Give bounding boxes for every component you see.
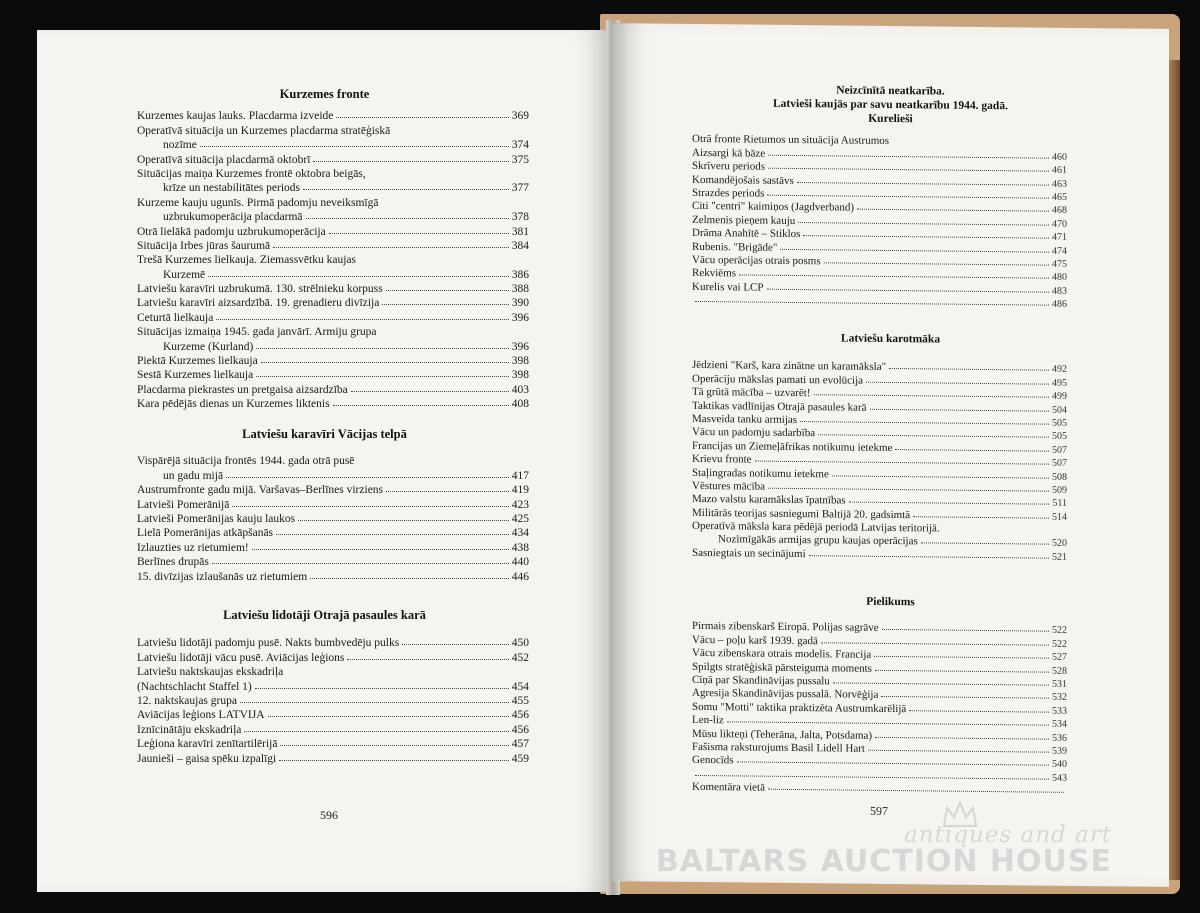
toc-entry [137, 664, 529, 678]
toc-leader-dots [306, 215, 509, 219]
toc-entry [137, 137, 529, 151]
toc-leader-dots [393, 130, 526, 133]
toc-entry [137, 209, 529, 223]
toc-entry-page: 509 [1052, 484, 1067, 496]
toc-leader-dots [351, 388, 509, 392]
toc-entry-title: Situācijas maiņa Kurzemes frontē oktobra beigās, [137, 167, 366, 180]
toc-leader-dots [833, 679, 1049, 685]
toc-entry [137, 108, 529, 122]
toc-entry [137, 194, 529, 208]
toc-entry-title: Cīņā par Skandināvijas pussalu [692, 673, 830, 688]
toc-entry-title: Latviešu karavīri aizsardzībā. 19. grenadieru divīzija [137, 297, 380, 310]
toc-leader-dots [369, 173, 526, 176]
toc-entry-page: 508 [1052, 471, 1067, 483]
toc-entry-title: Tā grūtā mācība – uzvarēt! [692, 386, 811, 400]
toc-leader-dots [232, 503, 508, 507]
toc-leader-dots [809, 552, 1049, 559]
toc-entry-page: 446 [511, 570, 529, 583]
toc-leader-dots [333, 402, 509, 406]
toc-entry-page: 505 [1052, 417, 1067, 429]
toc-entry-title: Kurzemē [163, 268, 206, 281]
toc-entry-page: 398 [511, 369, 529, 382]
toc-entry [137, 295, 529, 309]
toc-leader-dots [359, 259, 526, 262]
toc-entry-title: Operatīvā situācija un Kurzemes placdarma stratēģiskā [137, 124, 391, 137]
toc-entry [137, 721, 529, 735]
toc-entry-page: 396 [511, 340, 529, 353]
toc-leader-dots [695, 772, 1049, 780]
toc-entry-page: 539 [1052, 745, 1067, 757]
toc-entry [692, 780, 1067, 797]
toc-leader-dots [913, 513, 1049, 518]
toc-entry-title: Zelmenis pieņem kauju [692, 213, 796, 227]
page-number: 596 [320, 808, 338, 822]
toc-entry-title: Francijas un Ziemeļāfrikas notikumu ietekme [692, 439, 893, 454]
toc-entry-page: 456 [511, 709, 529, 722]
toc-entry-page: 480 [1052, 271, 1067, 284]
toc-leader-dots [386, 287, 509, 291]
toc-entry-page: 483 [1052, 285, 1067, 297]
toc-entry-title: Latviešu karavīri uzbrukumā. 130. strēlnieku korpuss [137, 283, 383, 296]
toc-entry [137, 223, 529, 237]
toc-entry [137, 482, 529, 496]
toc-entry-title: Citi "centri" kaimiņos (Jagdverband) [692, 200, 855, 214]
toc-leader-dots [273, 244, 509, 248]
toc-entry [137, 122, 529, 136]
crown-icon [942, 800, 978, 830]
toc-leader-dots [216, 316, 508, 320]
toc-entry-page: 468 [1052, 205, 1067, 217]
toc-entry-page: 454 [511, 680, 529, 693]
toc-leader-dots [866, 379, 1049, 385]
toc-leader-dots [739, 272, 1049, 279]
toc-entry-title: Trešā Kurzemes lielkauja. Ziemassvētku kaujas [137, 254, 356, 267]
toc-entry [137, 554, 529, 568]
toc-leader-dots [280, 742, 508, 746]
toc-entry [137, 151, 529, 165]
toc-leader-dots [881, 693, 1049, 699]
toc-entry-title: Latviešu lidotāji vācu pusē. Aviācijas leģions [137, 651, 345, 664]
toc-entry-title: Operatīvā situācija placdarmā oktobrī [137, 153, 311, 166]
toc-leader-dots [208, 273, 509, 277]
section-title [612, 330, 1169, 348]
toc-entry-title: Skrīveru periods [692, 160, 766, 173]
toc-entry-page: 465 [1052, 191, 1067, 203]
toc-entry-page: 456 [511, 723, 529, 736]
toc-leader-dots [909, 707, 1049, 712]
toc-leader-dots [892, 140, 1064, 145]
toc-leader-dots [943, 528, 1064, 532]
toc-leader-dots [737, 759, 1049, 766]
toc-entry-page: 474 [1052, 245, 1067, 257]
toc-leader-dots [244, 728, 508, 732]
right-page [612, 23, 1169, 887]
toc-entry-title: Operatīvā māksla kara pēdējā periodā Latvijas teritorijā. [692, 519, 940, 535]
toc-leader-dots [814, 391, 1050, 397]
toc-entry-title: Kurzeme (Kurland) [163, 340, 254, 353]
toc-entry-page: 381 [511, 225, 529, 238]
toc-entry-page: 520 [1052, 538, 1067, 550]
toc-leader-dots [767, 192, 1049, 199]
toc-entry [137, 467, 529, 481]
toc-entry-page: 408 [511, 398, 529, 411]
toc-entry [137, 309, 529, 323]
toc-leader-dots [768, 165, 1049, 172]
toc-entry [137, 635, 529, 649]
toc-entry-page: 434 [511, 527, 529, 540]
toc-entry [137, 324, 529, 338]
toc-leader-dots [875, 666, 1049, 672]
toc-block [692, 358, 1067, 563]
toc-entry-title: Drāma Anahītē – Stiklos [692, 227, 801, 241]
toc-entry-title: Kara pēdējās dienas un Kurzemes liktenis [137, 398, 330, 411]
toc-leader-dots [329, 230, 509, 234]
toc-leader-dots [797, 179, 1049, 186]
toc-entry [137, 678, 529, 692]
toc-leader-dots [857, 206, 1049, 212]
toc-leader-dots [921, 540, 1049, 545]
toc-leader-dots [226, 474, 509, 478]
toc-entry-title: Latvieši Pomerānijā [137, 498, 230, 511]
toc-entry-page: 499 [1052, 390, 1067, 403]
toc-entry [137, 539, 529, 553]
toc-leader-dots [821, 639, 1049, 645]
toc-leader-dots [255, 685, 509, 689]
toc-entry-page: 450 [511, 637, 529, 650]
section-title [612, 81, 1169, 129]
toc-leader-dots [212, 560, 509, 564]
toc-entry-page: 438 [511, 541, 529, 554]
toc-entry-page: 470 [1052, 218, 1067, 230]
toc-entry [137, 649, 529, 663]
toc-leader-dots [803, 232, 1049, 239]
toc-entry-title: Vispārējā situācija frontēs 1944. gada otrā pusē [137, 455, 355, 468]
toc-leader-dots [768, 485, 1049, 492]
toc-entry-page: 527 [1052, 651, 1067, 664]
toc-entry-page: 507 [1052, 457, 1067, 469]
section-title-line: Pielikums [866, 595, 915, 609]
toc-entry-page: 486 [1052, 298, 1067, 310]
toc-entry-page: 492 [1052, 364, 1067, 376]
section-title: Kurzemes fronte [279, 87, 370, 101]
toc-entry [137, 338, 529, 352]
toc-entry-title: krīze un nestabilitātes periods [163, 182, 301, 195]
toc-entry-title: Kurzeme kauju ugunīs. Pirmā padomju neveiksmīgā [137, 196, 379, 209]
toc-entry-title: Situācijas izmaiņa 1945. gada janvārī. Armiju grupa [137, 326, 377, 339]
toc-entry [137, 750, 529, 764]
toc-entry-page: 384 [511, 239, 529, 252]
toc-entry-page: 534 [1052, 718, 1067, 730]
toc-entry-page: 511 [1052, 497, 1067, 510]
toc-entry-page: 386 [511, 268, 529, 281]
toc-entry-title: Krievu fronte [692, 453, 752, 466]
toc-entry-page: 505 [1052, 431, 1067, 443]
toc-entry-page: 390 [511, 297, 529, 310]
toc-entry-title: Latviešu naktskaujas ekskadriļa [137, 666, 284, 679]
toc-entry-page: 396 [511, 311, 529, 324]
toc-entry-title: Komandējošais sastāvs [692, 173, 794, 187]
toc-entry-title: Aviācijas leģions LATVIJA [137, 709, 265, 722]
toc-entry-title: Mūsu likteņi (Teherāna, Jalta, Potsdama) [692, 727, 873, 742]
toc-entry-title: Berlīnes drupās [137, 556, 209, 569]
toc-entry-title: 12. naktskaujas grupa [137, 694, 237, 707]
toc-entry [137, 252, 529, 266]
toc-entry [137, 166, 529, 180]
toc-entry-page: 425 [511, 512, 529, 525]
section-title-line: Latviešu karotmāka [840, 332, 941, 346]
watermark-tagline: antiques and art [904, 822, 1112, 848]
toc-entry-title: un gadu mijā [163, 469, 224, 482]
toc-entry-title: Rekviēms [692, 267, 736, 280]
toc-entry-page: 417 [511, 469, 529, 482]
toc-entry-page: 507 [1052, 444, 1067, 456]
toc-entry [137, 693, 529, 707]
toc-leader-dots [889, 365, 1049, 371]
toc-leader-dots [895, 446, 1049, 452]
toc-entry-title: Somu "Motti" taktika praktizēta Austrumkarēlijā [692, 700, 907, 715]
left-page [37, 30, 612, 892]
toc-entry-title: (Nachtschlacht Staffel 1) [137, 680, 252, 693]
toc-entry-title: Vācu zibenskara otrais modelis. Francija [692, 647, 872, 661]
toc-leader-dots [279, 757, 509, 761]
toc-entry-title: Mazo valstu karamākslas īpatnības [692, 493, 846, 507]
toc-leader-dots [298, 517, 509, 521]
toc-entry-title: 15. divīzijas izlaušanās uz rietumiem [137, 570, 308, 583]
toc-entry [137, 525, 529, 539]
toc-leader-dots [303, 186, 509, 190]
toc-leader-dots [313, 158, 508, 162]
toc-entry-page: 452 [511, 651, 529, 664]
toc-entry-title: uzbrukumoperācija placdarmā [163, 211, 303, 224]
toc-entry-title: Vācu operācijas otrais posms [692, 253, 821, 268]
toc-leader-dots [824, 259, 1049, 265]
toc-entry-title: Len-liz [692, 714, 724, 727]
toc-entry-page: 457 [511, 738, 529, 751]
toc-entry-title: Jaunieši – gaisa spēku izpalīgi [137, 752, 277, 765]
toc-leader-dots [874, 653, 1049, 659]
toc-leader-dots [800, 418, 1049, 425]
toc-entry-title: Rubenis. "Brigāde" [692, 240, 778, 254]
toc-entry [137, 281, 529, 295]
section-title [612, 593, 1169, 611]
toc-leader-dots [767, 285, 1050, 292]
toc-entry-title: Masveida tanku armijas [692, 412, 798, 426]
toc-entry-title: Vācu – poļu karš 1939. gadā [692, 633, 818, 648]
toc-leader-dots [780, 245, 1049, 252]
toc-leader-dots [768, 151, 1049, 158]
toc-entry-title: Staļingradas notikumu ietekme [692, 466, 829, 480]
toc-entry-page: 543 [1052, 772, 1067, 784]
toc-entry [137, 381, 529, 395]
toc-entry-title: Vācu un padomju sadarbība [692, 426, 816, 440]
toc-entry-page: 388 [511, 283, 529, 296]
toc-entry-title: Sasniegtais un secinājumi [692, 546, 806, 560]
toc-entry-page: 378 [511, 211, 529, 224]
toc-entry-page: 377 [511, 182, 529, 195]
toc-entry [137, 496, 529, 510]
toc-entry-page: 514 [1052, 511, 1067, 523]
toc-entry-title: Austrumfronte gadu mijā. Varšavas–Berlīnes virziens [137, 484, 384, 497]
section-title-line: Latvieši kaujās par savu neatkarību 1944. gadā. [773, 97, 1008, 113]
section-title-line: Neizcīnītā neatkarība. [836, 84, 945, 98]
toc-entry [692, 293, 1067, 310]
toc-entry-page: 533 [1052, 705, 1067, 717]
toc-entry-title: Aizsargi kā bāze [692, 146, 766, 160]
toc-leader-dots [832, 472, 1049, 478]
toc-entry-page: 459 [511, 752, 529, 765]
toc-entry-page: 398 [511, 355, 529, 368]
toc-entry-title: Sestā Kurzemes lielkauja [137, 369, 254, 382]
toc-leader-dots [276, 531, 509, 535]
toc-entry-page: 528 [1052, 665, 1067, 677]
toc-entry-page: 475 [1052, 258, 1067, 270]
toc-entry [137, 453, 529, 467]
toc-entry-page: 522 [1052, 625, 1067, 637]
toc-entry [137, 511, 529, 525]
toc-leader-dots [818, 432, 1049, 438]
toc-leader-dots [200, 143, 509, 147]
toc-entry-page: 403 [511, 383, 529, 396]
toc-entry-page: 460 [1052, 151, 1067, 163]
toc-block [137, 108, 529, 410]
toc-entry-title: Iznīcinātāju ekskadriļa [137, 723, 242, 736]
toc-entry-title: Otrā fronte Rietumos un situācija Austrumos [692, 133, 890, 148]
toc-entry-title: Agresija Skandināvijas pussalā. Norvēģija [692, 687, 879, 702]
toc-leader-dots [849, 499, 1050, 505]
toc-entry-page: 471 [1052, 231, 1067, 243]
toc-leader-dots [268, 713, 509, 717]
toc-leader-dots [261, 359, 509, 363]
toc-entry-title: Situācija Irbes jūras šaurumā [137, 239, 271, 252]
toc-entry-page: 374 [511, 139, 529, 152]
toc-entry-title: Spilgts stratēģiskā pārsteiguma moments [692, 660, 872, 675]
toc-leader-dots [286, 671, 526, 674]
toc-entry [137, 180, 529, 194]
toc-leader-dots [336, 114, 508, 118]
toc-leader-dots [727, 718, 1049, 725]
toc-leader-dots [380, 331, 526, 334]
toc-entry-title: Vēstures mācība [692, 479, 765, 493]
toc-entry-title: Leģiona karavīri zenītartilērijā [137, 738, 278, 751]
toc-entry [137, 238, 529, 252]
toc-entry-title: Latvieši Pomerānijas kauju laukos [137, 512, 296, 525]
toc-entry-title: Ceturtā lielkauja [137, 311, 214, 324]
toc-entry-page: 461 [1052, 164, 1067, 177]
toc-entry [137, 353, 529, 367]
toc-entry-title: Placdarma piekrastes un pretgaisa aizsardzība [137, 383, 348, 396]
toc-entry [137, 367, 529, 381]
toc-leader-dots [868, 747, 1049, 753]
toc-entry-page: 522 [1052, 638, 1067, 650]
toc-entry [137, 736, 529, 750]
toc-entry-title: Piektā Kurzemes lielkauja [137, 355, 258, 368]
toc-entry-title: Operāciju mākslas pamati un evolūcija [692, 372, 864, 387]
toc-entry-page: 531 [1052, 678, 1067, 690]
toc-leader-dots [347, 656, 508, 660]
toc-entry-title: Fašisma raksturojums Basil Lidell Hart [692, 740, 865, 755]
toc-entry [137, 266, 529, 280]
toc-block [692, 132, 1067, 310]
toc-block [137, 453, 529, 583]
toc-entry-title: Nozīmīgākās armijas grupu kaujas operācijas [718, 533, 918, 548]
toc-entry-title: Jēdzieni "Karš, kara zinātne un karamāksla" [692, 359, 887, 374]
toc-leader-dots [755, 458, 1049, 465]
toc-entry-page: 532 [1052, 692, 1067, 704]
toc-entry [137, 707, 529, 721]
section-title-line: Kurelieši [868, 112, 913, 126]
toc-entry-title: Izlauzties uz rietumiem! [137, 541, 249, 554]
toc-leader-dots [382, 301, 508, 305]
toc-leader-dots [357, 460, 526, 463]
toc-entry-page: 423 [511, 498, 529, 511]
toc-entry-page: 536 [1052, 732, 1067, 744]
toc-entry-page: 440 [511, 556, 529, 569]
toc-leader-dots [402, 641, 509, 645]
toc-entry-title: Lielā Pomerānijas atkāpšanās [137, 527, 274, 540]
toc-entry-page: 463 [1052, 178, 1067, 190]
toc-block [137, 635, 529, 765]
toc-entry [137, 396, 529, 410]
toc-entry-title: Strazdes periods [692, 186, 765, 200]
toc-entry-page: 455 [511, 694, 529, 707]
toc-entry-title: Latviešu lidotāji padomju pusē. Nakts bumbvedēju pulks [137, 637, 400, 650]
toc-leader-dots [695, 298, 1049, 306]
toc-leader-dots [256, 373, 509, 377]
toc-entry-title: Genocīds [692, 754, 734, 767]
toc-leader-dots [240, 699, 509, 703]
toc-entry-title: Taktikas vadlīnijas Otrajā pasaules karā [692, 399, 867, 414]
toc-leader-dots [252, 546, 509, 550]
toc-entry-title: Komentāra vietā [692, 780, 765, 794]
toc-entry-page: 521 [1052, 551, 1067, 563]
section-title: Latviešu lidotāji Otrajā pasaules karā [223, 608, 426, 622]
toc-entry-title: Militārās teorijas sasniegumi Baltijā 20. gadsimtā [692, 506, 911, 521]
toc-entry-page: 495 [1052, 377, 1067, 389]
toc-block [692, 619, 1067, 797]
toc-entry-page: 369 [511, 110, 529, 123]
toc-entry [137, 568, 529, 582]
toc-entry-page: 540 [1052, 758, 1067, 771]
section-title: Latviešu karavīri Vācijas telpā [242, 427, 407, 441]
toc-leader-dots [386, 488, 509, 492]
watermark-brand: BALTARS AUCTION HOUSE [655, 844, 1112, 879]
toc-entry-page: 375 [511, 153, 529, 166]
toc-leader-dots [870, 405, 1049, 411]
toc-leader-dots [381, 202, 526, 205]
toc-entry [692, 545, 1067, 562]
page-number: 597 [870, 803, 888, 818]
toc-entry-title: Otrā lielākā padomju uzbrukumoperācija [137, 225, 326, 238]
toc-leader-dots [882, 626, 1049, 632]
toc-entry-title: Kurzemes kaujas lauks. Placdarma izveide [137, 110, 334, 123]
toc-leader-dots [768, 786, 1064, 793]
toc-leader-dots [310, 575, 509, 579]
toc-entry-page: 504 [1052, 404, 1067, 416]
toc-entry-title: nozīme [163, 139, 197, 152]
toc-leader-dots [875, 733, 1049, 739]
toc-entry-title: Pirmais zibenskarš Eiropā. Polijas sagrāve [692, 620, 879, 635]
toc-entry-title: Kurelis vai LCP [692, 280, 764, 294]
toc-leader-dots [256, 345, 508, 349]
toc-entry-page: 419 [511, 484, 529, 497]
toc-leader-dots [798, 219, 1049, 226]
